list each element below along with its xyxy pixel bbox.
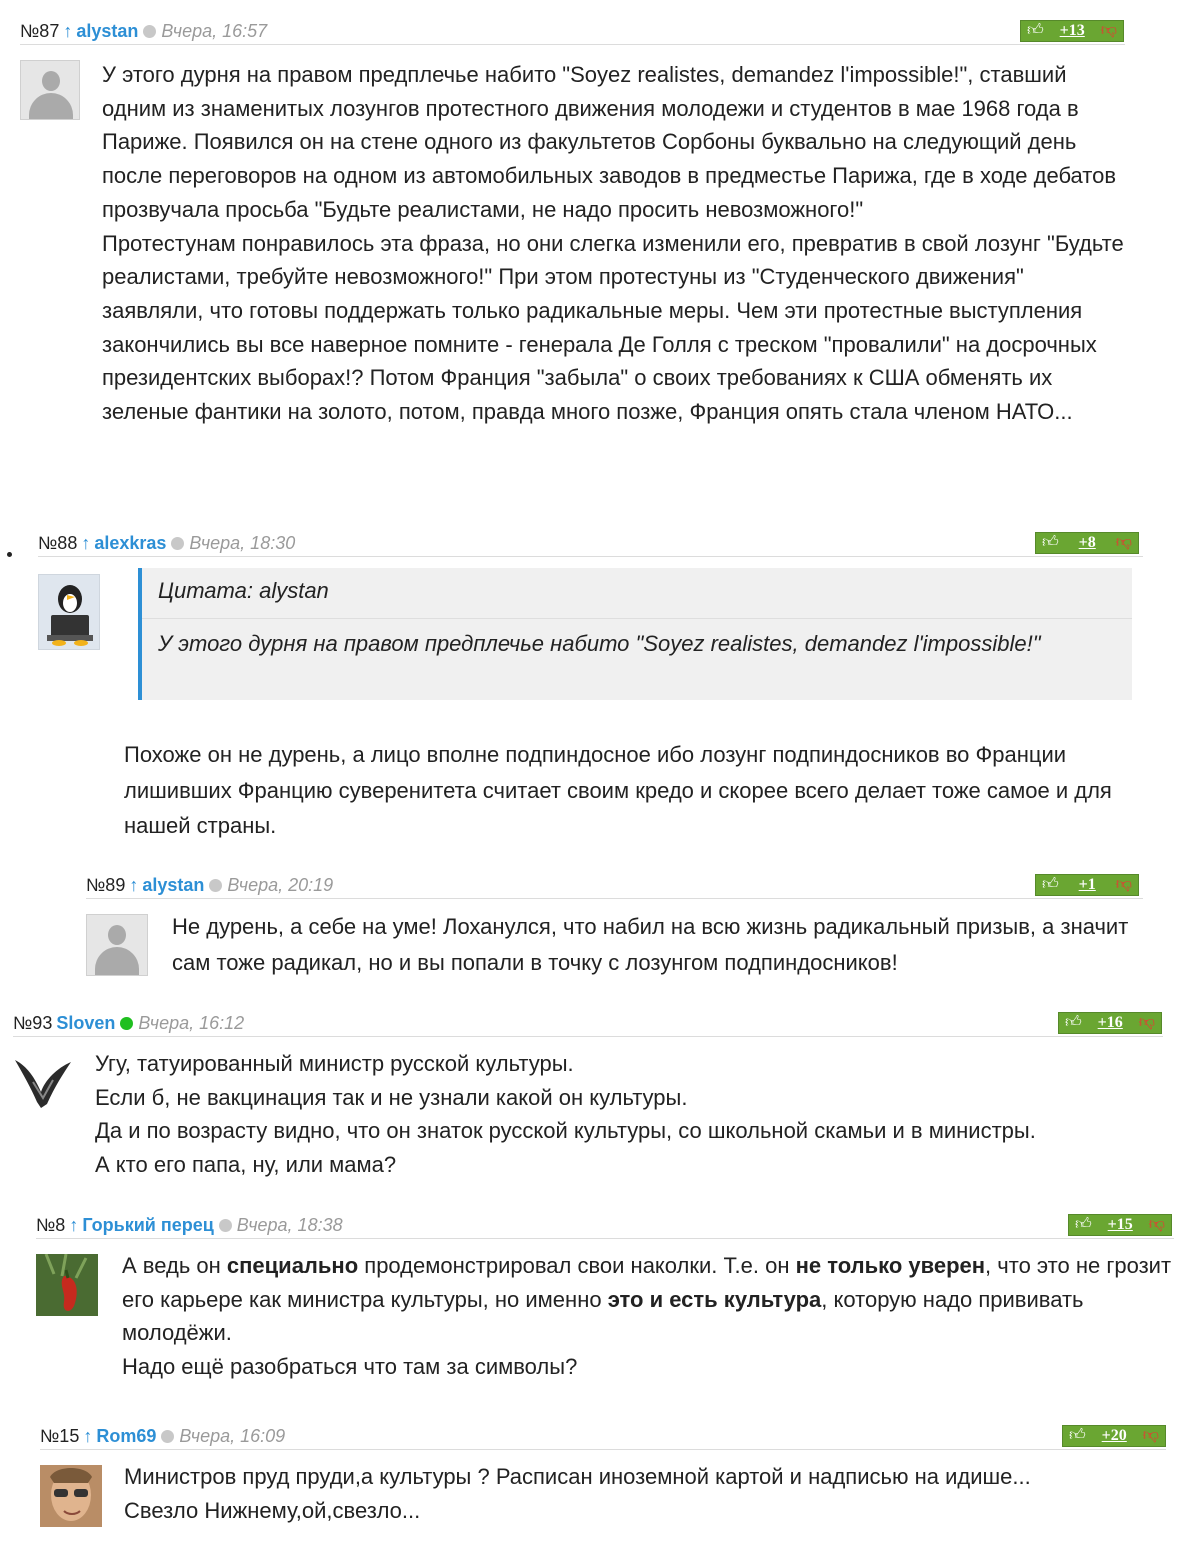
author-link[interactable]: alystan [142,875,205,895]
comment-header [20,20,1125,45]
penguin-laptop-icon [39,575,100,650]
status-dot [161,1430,174,1443]
thumbs-down-icon[interactable]: 👎︎ [1100,22,1117,39]
bold-text: это и есть культура [607,1286,822,1312]
author-link[interactable]: alexkras [94,533,167,553]
comment-header [13,1012,1163,1037]
text-line: Министров пруд пруди,а культуры ? Расписан иноземной картой и надписью на идише... [124,1464,1031,1489]
bold-text: специально [226,1253,359,1278]
thumbs-up-icon[interactable]: 👍︎ [1065,1014,1082,1031]
comment-text [102,58,1127,429]
avatar[interactable] [38,574,100,650]
vote-score[interactable]: +1 [1078,876,1096,893]
pepper-icon [36,1254,98,1316]
text-segment: , которую надо прививать молодёжи. [122,1286,1084,1346]
avatar[interactable] [20,60,80,120]
vote-widget [1068,1214,1172,1236]
vote-score[interactable]: +20 [1101,1427,1127,1444]
quote-text: У этого дурня на правом предплечье набито "Soyez realistes, demandez l'impossible!" [158,631,1041,656]
thumbs-down-icon[interactable]: 👎︎ [1148,1216,1165,1233]
comment-text [124,1460,1164,1528]
text-paragraph [122,1249,1177,1350]
text-segment: продемонстрировал свои наколки. Т.е. он [358,1253,796,1278]
vote-score[interactable]: +13 [1059,22,1085,39]
thumbs-down-icon[interactable]: 👎︎ [1115,876,1132,893]
comment-text [172,909,1162,980]
text-paragraph: Не дурень, а себе на уме! Лоханулся, что набил на всю жизнь радикальный призыв, а значит сам тоже радикал, но и вы попали в точку с лозунгом подпиндосников! [172,914,1129,975]
thumbs-up-icon[interactable]: 👍︎ [1075,1216,1092,1233]
comment-number[interactable]: №87 [20,21,60,41]
thumbs-up-icon[interactable]: 👍︎ [1069,1427,1086,1444]
vote-widget [1035,532,1139,554]
thumbs-up-icon[interactable]: 👍︎ [1042,876,1059,893]
comment-text [122,1249,1177,1384]
thumbs-up-icon[interactable]: 👍︎ [1027,22,1044,39]
avatar[interactable] [40,1465,102,1527]
text-line: Да и по возрасту видно, что он знаток русской культуры, со школьной скамьи и в министры. [95,1118,1036,1144]
author-link[interactable]: Rom69 [96,1426,157,1446]
status-dot [209,879,222,892]
text-paragraph: Протестунам понравилось эта фраза, но они слегка изменили его, превратив в свой лозунг "Будьте реалистами, требуйте невозможного!" При этом протестуны из "Студенческого движения" заявляли, что готовы поддержать только радикальные меры. Чем эти протестные выступления закончились вы все наверное помните - генерала Де Голля с треском "провалили" на досрочных президентских выборах!? Потом Франция "забыла" о своих требованиях к США обменять их зеленые фантики на золото, потом, правда много позже, Франция опять стала членом НАТО... [102,230,1124,425]
text-line: Если б, не вакцинация так и не узнали какой он культуры. [95,1084,688,1110]
comment-header [40,1425,1166,1450]
avatar[interactable] [86,914,148,976]
comment-number[interactable]: №88 [38,533,78,553]
text-paragraph: Похоже он не дурень, а лицо вполне подпиндосное ибо лозунг подпиндосников во Франции лишивших Францию суверенитета считает своим кредо и скорее всего делает тоже самое и для нашей страны. [124,742,1112,838]
comment-88 [38,532,1143,842]
comment-93 [13,1012,1163,1187]
vote-widget [1020,20,1124,42]
author-link[interactable]: alystan [76,21,139,41]
quote-divider [142,618,1132,619]
up-arrow-icon[interactable]: ↑ [63,21,73,41]
comment-header [38,532,1143,557]
comment-number[interactable]: №8 [36,1215,66,1235]
man-with-glasses-icon [40,1465,102,1527]
vote-widget [1035,874,1139,896]
up-arrow-icon[interactable]: ↑ [129,875,139,895]
text-line: А кто его папа, ну, или мама? [95,1152,397,1178]
comment-15 [40,1425,1166,1535]
comment-date: Вчера, 20:19 [227,875,334,895]
comment-number[interactable]: №93 [13,1013,53,1033]
author-link[interactable]: Горький перец [82,1215,214,1235]
stray-dot [7,552,12,557]
comment-number[interactable]: №15 [40,1426,80,1446]
status-dot [143,25,156,38]
online-status-dot [120,1017,133,1030]
comment-89 [86,874,1143,984]
thumbs-up-icon[interactable]: 👍︎ [1042,534,1059,551]
status-dot [219,1219,232,1232]
up-arrow-icon[interactable]: ↑ [69,1215,79,1235]
vote-score[interactable]: +8 [1078,534,1096,551]
comment-header [86,874,1143,899]
comment-date: Вчера, 18:30 [189,533,296,553]
up-arrow-icon[interactable]: ↑ [81,533,91,553]
text-paragraph: У этого дурня на правом предплечье набито "Soyez realistes, demandez l'impossible!", ставший одним из знаменитых лозунгов протестного движения молодежи и студентов в мае 1968 года в Париже. Появился он на стене одного из факультетов Сорбоны буквально на следующий день после переговоров на одном из автомобильных заводов в предместье Парижа, где в ходе дебатов прозвучала просьба "Будьте реалистами, не надо просить невозможного!" [102,62,1117,222]
vote-score[interactable]: +16 [1097,1014,1123,1031]
thumbs-down-icon[interactable]: 👎︎ [1142,1427,1159,1444]
comment-date: Вчера, 16:57 [161,21,268,41]
vote-widget [1062,1425,1166,1447]
text-line: Надо ещё разобраться что там за символы? [122,1354,578,1380]
up-arrow-icon[interactable]: ↑ [83,1426,93,1446]
comment-text [124,737,1154,844]
quote-title: Цитата: alystan [158,578,329,603]
avatar[interactable] [13,1052,73,1112]
text-line: Свезло Нижнему,ой,свезло... [124,1498,421,1523]
author-link[interactable]: Sloven [56,1013,116,1033]
comment-text [95,1047,1155,1182]
vote-score[interactable]: +15 [1107,1216,1133,1233]
text-segment: А ведь он [122,1253,227,1278]
comment-8 [36,1214,1174,1394]
thumbs-down-icon[interactable]: 👎︎ [1115,534,1132,551]
status-dot [171,537,184,550]
text-segment: , что это не грозит его карьере как министра культуры, но именно [122,1253,1172,1312]
comment-date: Вчера, 18:38 [236,1215,343,1235]
comment-number[interactable]: №89 [86,875,126,895]
text-line: Угу, татуированный министр русской культуры. [95,1051,574,1076]
comment-date: Вчера, 16:12 [138,1013,245,1033]
avatar[interactable] [36,1254,98,1316]
quote-block [138,568,1132,700]
vote-widget [1058,1012,1162,1034]
bird-emblem-icon [13,1052,73,1112]
comment-header [36,1214,1174,1239]
thumbs-down-icon[interactable]: 👎︎ [1138,1014,1155,1031]
comment-87 [20,20,1125,495]
bold-text: не только уверен [795,1253,986,1278]
comment-date: Вчера, 16:09 [179,1426,286,1446]
